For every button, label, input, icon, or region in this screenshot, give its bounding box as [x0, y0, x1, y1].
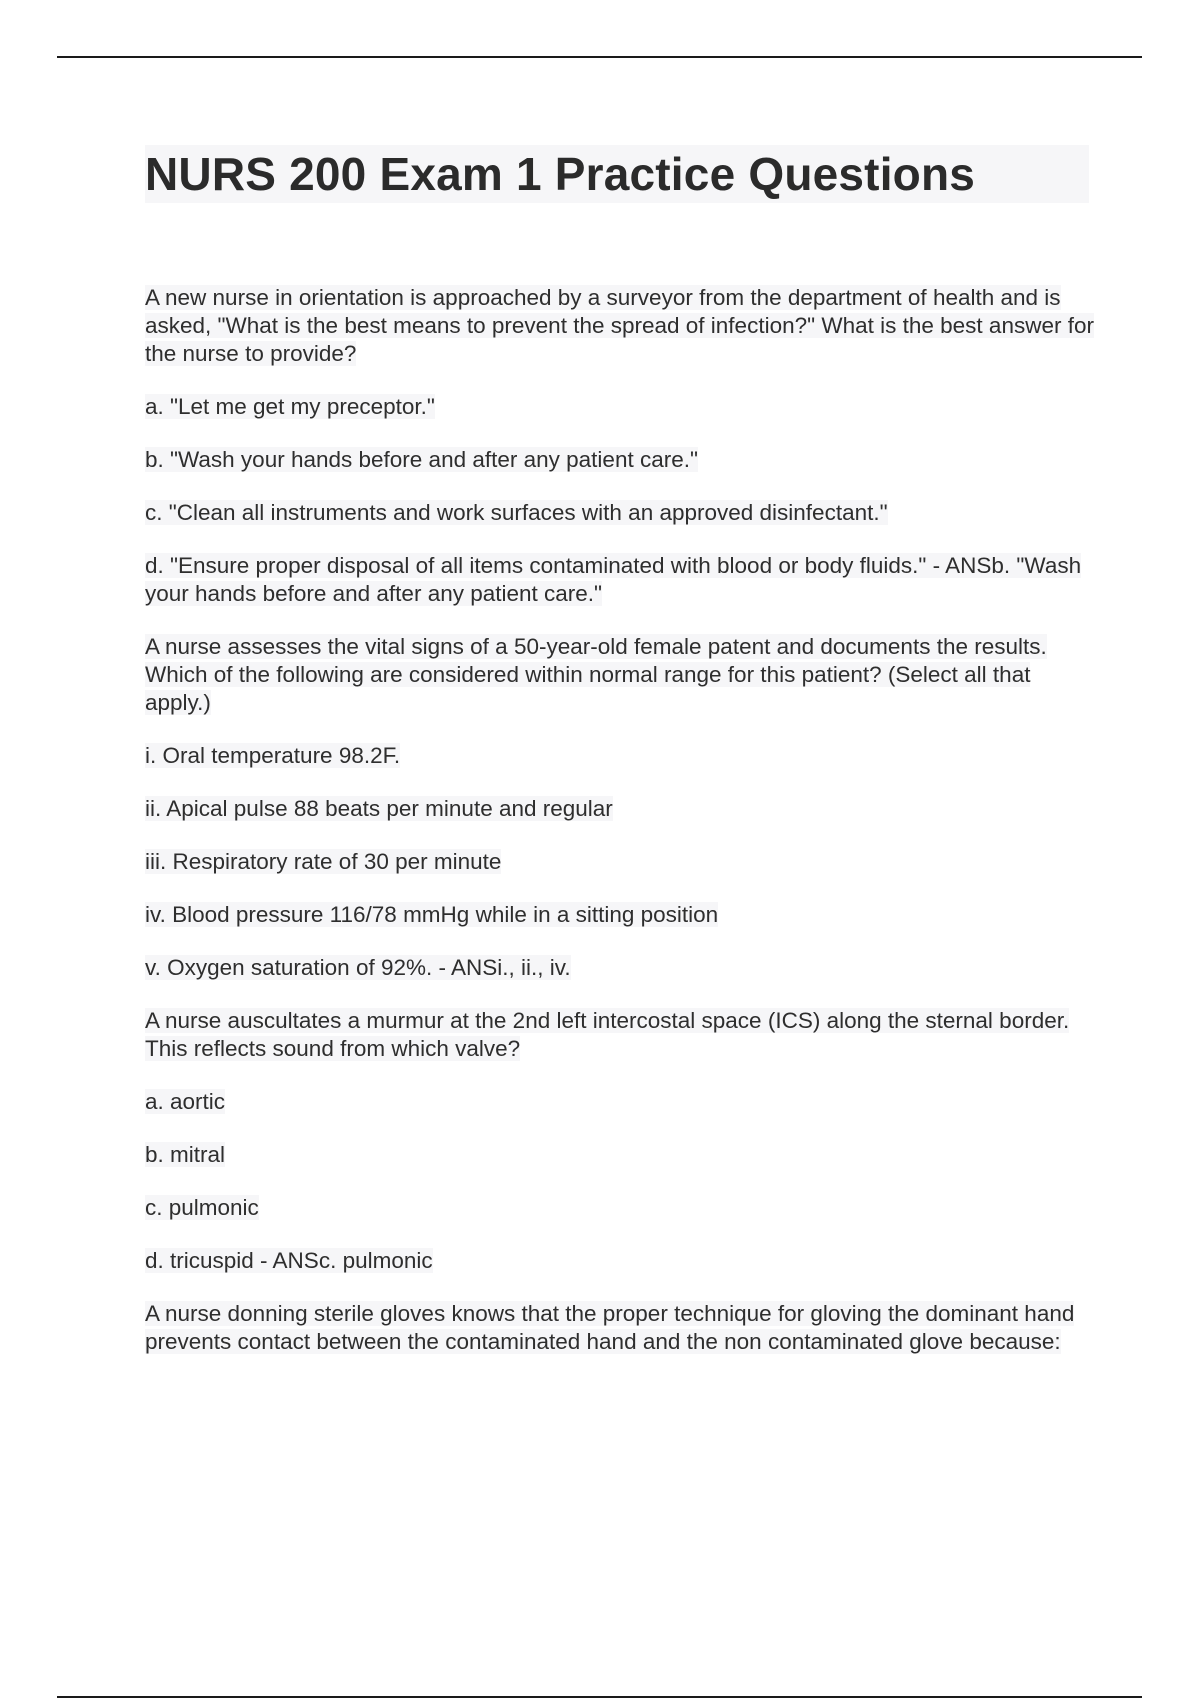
- question-1-option-b: b. "Wash your hands before and after any patient care.": [145, 447, 698, 472]
- question-2-option-i: i. Oral temperature 98.2F.: [145, 743, 401, 768]
- bottom-rule: [57, 1696, 1142, 1698]
- top-rule: [57, 56, 1142, 58]
- question-2-option-ii: ii. Apical pulse 88 beats per minute and regular: [145, 796, 613, 821]
- question-2-option-v-answer: v. Oxygen saturation of 92%. - ANSi., ii., iv.: [145, 955, 571, 980]
- question-3-option-c: c. pulmonic: [145, 1195, 259, 1220]
- document-body: [145, 284, 1095, 1381]
- question-1-option-a: a. "Let me get my preceptor.": [145, 394, 435, 419]
- question-3-option-d-answer: d. tricuspid - ANSc. pulmonic: [145, 1248, 433, 1273]
- question-3-stem: A nurse auscultates a murmur at the 2nd left intercostal space (ICS) along the sternal border. This reflects sound from which valve?: [145, 1008, 1070, 1061]
- question-1-option-d-answer: d. "Ensure proper disposal of all items contaminated with blood or body fluids." - ANSb. "Wash your hands before and after any patient care.": [145, 553, 1082, 606]
- question-4-stem: A nurse donning sterile gloves knows that the proper technique for gloving the dominant hand prevents contact between the contaminated hand and the non contaminated glove because:: [145, 1301, 1075, 1354]
- question-1-option-c: c. "Clean all instruments and work surfaces with an approved disinfectant.": [145, 500, 888, 525]
- question-3-option-a: a. aortic: [145, 1089, 226, 1114]
- question-1-stem: A new nurse in orientation is approached by a surveyor from the department of health and is asked, "What is the best means to prevent the spread of infection?" What is the best answer for the nurse to provide?: [145, 285, 1094, 366]
- question-2-option-iv: iv. Blood pressure 116/78 mmHg while in a sitting position: [145, 902, 719, 927]
- question-3-option-b: b. mitral: [145, 1142, 226, 1167]
- question-2-option-iii: iii. Respiratory rate of 30 per minute: [145, 849, 502, 874]
- question-2-stem: A nurse assesses the vital signs of a 50-year-old female patent and documents the results. Which of the following are considered within normal range for this patient? (Select all that apply.): [145, 634, 1047, 715]
- page-title: NURS 200 Exam 1 Practice Questions: [145, 148, 976, 200]
